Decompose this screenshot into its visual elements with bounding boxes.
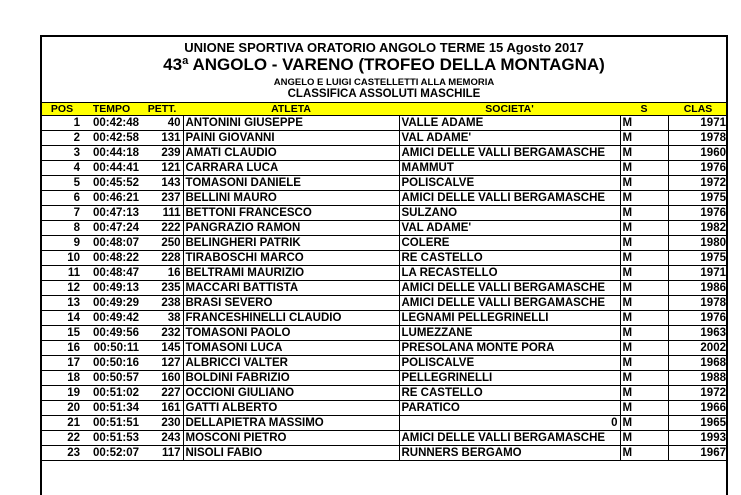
col-header-s: S [620,103,668,116]
cell-pos: 10 [42,251,82,266]
table-row [42,416,728,431]
cell-atleta: AMATI CLAUDIO [183,146,399,161]
cell-atleta: PAINI GIOVANNI [183,131,399,146]
cell-atleta: ANTONINI GIUSEPPE [183,116,399,131]
cell-pos: 5 [42,176,82,191]
cell-s: M [620,266,668,281]
col-header-pos: POS [42,103,82,116]
table-row [42,341,728,356]
cell-pett: 235 [141,281,183,296]
cell-atleta: TOMASONI DANIELE [183,176,399,191]
cell-pos: 12 [42,281,82,296]
cell-atleta: FRANCESHINELLI CLAUDIO [183,311,399,326]
cell-tempo: 00:42:48 [82,116,141,131]
cell-s: M [620,176,668,191]
cell-societa: LUMEZZANE [399,326,620,341]
cell-s: M [620,311,668,326]
cell-tempo: 00:49:42 [82,311,141,326]
table-row [42,296,728,311]
cell-clas: 1968 [668,356,728,371]
cell-atleta: BRASI SEVERO [183,296,399,311]
race-title: 43ª ANGOLO - VARENO (TROFEO DELLA MONTAGNA) [163,55,605,74]
col-header-societa: SOCIETA' [399,103,620,116]
cell-pos: 4 [42,161,82,176]
cell-atleta: MACCARI BATTISTA [183,281,399,296]
cell-clas: 1971 [668,266,728,281]
cell-pos: 3 [42,146,82,161]
cell-pett: 16 [141,266,183,281]
cell-atleta: CARRARA LUCA [183,161,399,176]
cell-tempo: 00:45:52 [82,176,141,191]
cell-societa: POLISCALVE [399,356,620,371]
cell-pos: 20 [42,401,82,416]
cell-pos: 15 [42,326,82,341]
cell-tempo: 00:49:56 [82,326,141,341]
cell-pett: 237 [141,191,183,206]
cell-societa: POLISCALVE [399,176,620,191]
cell-s: M [620,161,668,176]
cell-tempo: 00:50:57 [82,371,141,386]
cell-pett: 40 [141,116,183,131]
cell-s: M [620,296,668,311]
cell-tempo: 00:51:02 [82,386,141,401]
cell-clas: 1965 [668,416,728,431]
cell-societa: RE CASTELLO [399,386,620,401]
cell-pos: 13 [42,296,82,311]
cell-pett: 143 [141,176,183,191]
results-sheet [40,35,728,495]
cell-societa: AMICI DELLE VALLI BERGAMASCHE [399,191,620,206]
cell-atleta: BOLDINI FABRIZIO [183,371,399,386]
cell-s: M [620,281,668,296]
cell-societa: MAMMUT [399,161,620,176]
cell-tempo: 00:48:07 [82,236,141,251]
cell-tempo: 00:50:16 [82,356,141,371]
cell-pett: 160 [141,371,183,386]
cell-clas: 1988 [668,371,728,386]
table-row [42,236,728,251]
cell-atleta: GATTI ALBERTO [183,401,399,416]
cell-atleta: BETTONI FRANCESCO [183,206,399,221]
memorial-subtitle: ANGELO E LUIGI CASTELLETTI ALLA MEMORIA [273,77,495,88]
cell-tempo: 00:47:13 [82,206,141,221]
cell-s: M [620,191,668,206]
cell-pos: 7 [42,206,82,221]
cell-clas: 1976 [668,311,728,326]
cell-pett: 222 [141,221,183,236]
cell-societa: LA RECASTELLO [399,266,620,281]
cell-pett: 127 [141,356,183,371]
cell-clas: 1975 [668,191,728,206]
cell-atleta: OCCIONI GIULIANO [183,386,399,401]
table-row [42,116,728,131]
cell-societa: SULZANO [399,206,620,221]
cell-tempo: 00:42:58 [82,131,141,146]
cell-tempo: 00:44:18 [82,146,141,161]
cell-tempo: 00:50:11 [82,341,141,356]
cell-pos: 17 [42,356,82,371]
cell-societa: PRESOLANA MONTE PORA [399,341,620,356]
cell-pett: 250 [141,236,183,251]
table-row [42,131,728,146]
cell-tempo: 00:46:21 [82,191,141,206]
cell-pos: 1 [42,116,82,131]
table-row [42,176,728,191]
cell-clas: 1978 [668,131,728,146]
cell-pett: 131 [141,131,183,146]
cell-s: M [620,416,668,431]
table-row [42,266,728,281]
table-row [42,206,728,221]
cell-societa: VALLE ADAME [399,116,620,131]
cell-societa: LEGNAMI PELLEGRINELLI [399,311,620,326]
table-row [42,431,728,446]
cell-pett: 161 [141,401,183,416]
cell-tempo: 00:52:07 [82,446,141,461]
cell-tempo: 00:48:22 [82,251,141,266]
cell-atleta: MOSCONI PIETRO [183,431,399,446]
cell-atleta: BELTRAMI MAURIZIO [183,266,399,281]
cell-pett: 232 [141,326,183,341]
table-row [42,446,728,461]
cell-pos: 19 [42,386,82,401]
cell-clas: 1967 [668,446,728,461]
cell-societa: PARATICO [399,401,620,416]
cell-clas: 1993 [668,431,728,446]
cell-pett: 243 [141,431,183,446]
cell-clas: 2002 [668,341,728,356]
cell-atleta: TOMASONI LUCA [183,341,399,356]
cell-clas: 1963 [668,326,728,341]
cell-s: M [620,206,668,221]
cell-societa: AMICI DELLE VALLI BERGAMASCHE [399,146,620,161]
cell-s: M [620,251,668,266]
cell-s: M [620,371,668,386]
cell-pos: 2 [42,131,82,146]
cell-clas: 1975 [668,251,728,266]
cell-societa: VAL ADAME' [399,221,620,236]
table-row [42,221,728,236]
table-row [42,251,728,266]
cell-pett: 111 [141,206,183,221]
cell-pett: 121 [141,161,183,176]
cell-clas: 1972 [668,176,728,191]
table-row [42,326,728,341]
cell-pett: 117 [141,446,183,461]
cell-pett: 230 [141,416,183,431]
cell-clas: 1980 [668,236,728,251]
table-row [42,191,728,206]
cell-clas: 1976 [668,206,728,221]
table-row [42,161,728,176]
cell-societa: PELLEGRINELLI [399,371,620,386]
cell-pett: 145 [141,341,183,356]
cell-clas: 1960 [668,146,728,161]
cell-atleta: BELINGHERI PATRIK [183,236,399,251]
cell-pos: 22 [42,431,82,446]
cell-tempo: 00:51:51 [82,416,141,431]
cell-tempo: 00:51:53 [82,431,141,446]
cell-pos: 11 [42,266,82,281]
cell-pos: 16 [42,341,82,356]
table-row [42,281,728,296]
cell-tempo: 00:51:34 [82,401,141,416]
cell-societa: AMICI DELLE VALLI BERGAMASCHE [399,431,620,446]
cell-s: M [620,146,668,161]
cell-atleta: DELLAPIETRA MASSIMO [183,416,399,431]
table-row [42,401,728,416]
cell-atleta: NISOLI FABIO [183,446,399,461]
cell-s: M [620,116,668,131]
cell-pos: 8 [42,221,82,236]
cell-societa: AMICI DELLE VALLI BERGAMASCHE [399,296,620,311]
cell-s: M [620,431,668,446]
cell-pett: 239 [141,146,183,161]
col-header-tempo: TEMPO [82,103,141,116]
cell-tempo: 00:44:41 [82,161,141,176]
cell-tempo: 00:47:24 [82,221,141,236]
cell-pos: 9 [42,236,82,251]
cell-s: M [620,221,668,236]
col-header-atleta: ATLETA [183,103,399,116]
cell-tempo: 00:49:13 [82,281,141,296]
table-row [42,356,728,371]
cell-tempo: 00:49:29 [82,296,141,311]
cell-atleta: PANGRAZIO RAMON [183,221,399,236]
cell-pett: 38 [141,311,183,326]
results-table [42,102,728,461]
cell-societa: COLERE [399,236,620,251]
cell-pett: 238 [141,296,183,311]
cell-s: M [620,356,668,371]
cell-tempo: 00:48:47 [82,266,141,281]
cell-s: M [620,401,668,416]
cell-clas: 1971 [668,116,728,131]
cell-pos: 6 [42,191,82,206]
cell-clas: 1976 [668,161,728,176]
table-row [42,146,728,161]
cell-s: M [620,446,668,461]
table-row [42,386,728,401]
cell-atleta: BELLINI MAURO [183,191,399,206]
cell-societa: 0 [399,416,620,431]
cell-s: M [620,386,668,401]
cell-pett: 228 [141,251,183,266]
cell-societa: RE CASTELLO [399,251,620,266]
table-row [42,371,728,386]
cell-s: M [620,326,668,341]
cell-societa: RUNNERS BERGAMO [399,446,620,461]
cell-s: M [620,236,668,251]
classification-title: CLASSIFICA ASSOLUTI MASCHILE [287,88,481,100]
results-body [42,116,728,461]
cell-pos: 14 [42,311,82,326]
col-header-pett: PETT. [141,103,183,116]
cell-clas: 1978 [668,296,728,311]
cell-pett: 227 [141,386,183,401]
cell-societa: AMICI DELLE VALLI BERGAMASCHE [399,281,620,296]
cell-pos: 23 [42,446,82,461]
cell-clas: 1972 [668,386,728,401]
cell-pos: 21 [42,416,82,431]
cell-clas: 1982 [668,221,728,236]
cell-clas: 1986 [668,281,728,296]
cell-atleta: TOMASONI PAOLO [183,326,399,341]
cell-s: M [620,131,668,146]
table-header-row [42,103,728,116]
cell-atleta: ALBRICCI VALTER [183,356,399,371]
cell-atleta: TIRABOSCHI MARCO [183,251,399,266]
cell-pos: 18 [42,371,82,386]
col-header-clas: CLAS [668,103,728,116]
organizer-title: UNIONE SPORTIVA ORATORIO ANGOLO TERME 15 Agosto 2017 [184,40,584,55]
table-row [42,311,728,326]
cell-s: M [620,341,668,356]
cell-clas: 1966 [668,401,728,416]
cell-societa: VAL ADAME' [399,131,620,146]
